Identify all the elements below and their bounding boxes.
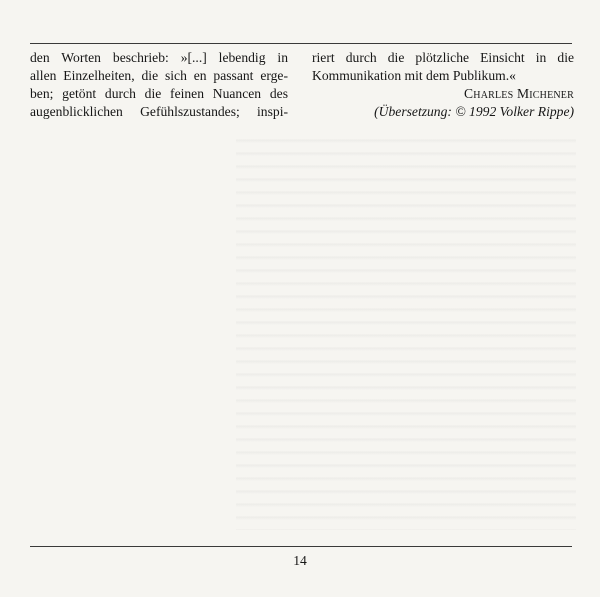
text-line: ben; getönt durch die feinen Nuancen des: [30, 86, 288, 102]
author-credit: Charles Michener: [464, 86, 574, 102]
text-line: Kommunikation mit dem Publikum.«: [312, 68, 516, 84]
right-column: [312, 49, 574, 121]
text-line: riert durch die plötzliche Einsicht in die: [312, 50, 574, 65]
bleed-through-texture: [236, 130, 576, 530]
top-rule: [30, 43, 572, 44]
bottom-rule: [30, 546, 572, 547]
translation-credit: (Übersetzung: © 1992 Volker Rippe): [374, 104, 574, 120]
text-line: augenblicklichen Gefühlszustandes; inspi-: [30, 104, 288, 120]
text-line: allen Einzelheiten, die sich en passant erge-: [30, 68, 288, 84]
page-number: 14: [293, 553, 307, 568]
left-column: [30, 49, 288, 121]
text-line: den Worten beschrieb: »[...] lebendig in: [30, 50, 288, 65]
